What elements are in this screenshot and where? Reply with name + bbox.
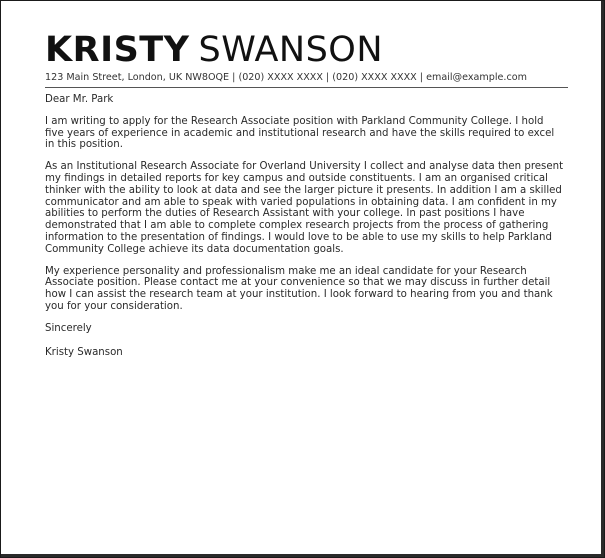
last-name: SWANSON [198, 30, 384, 70]
first-name: KRISTY [45, 30, 190, 70]
paragraph-closing: My experience personality and professionalism make me an ideal candidate for your Research Associate position. Please contact me at your convenience so that we may discuss in further detail how I can assist the research team at your institution. I look forward to hearing from you and thank you for your consideration. [45, 265, 553, 312]
paragraph-intro: I am writing to apply for the Research Associate position with Parkland Community College. I hold five years of experience in academic and institutional research and have the skills required to excel in this position. [45, 115, 555, 151]
applicant-name [45, 1, 564, 69]
salutation: Dear Mr. Park [45, 94, 114, 105]
paragraph-experience: As an Institutional Research Associate for Overland University I collect and analyse data then present my findings in detailed reports for key campus and outside constituents. I am an organised critical thinker with the ability to look at data and see the larger picture it presents. In addition I am a skilled communicator and am able to speak with varied populations in obtaining data. I am confident in my abilities to perform the duties of Research Assistant with your college. In past positions I have demonstrated that I am able to complete complex research projects from the process of gathering information to the presentation of findings. I would love to be able to use my skills to help Parkland Community College achieve its data documentation goals. [45, 161, 564, 255]
closing: Sincerely [45, 322, 92, 334]
header-divider [45, 87, 568, 88]
letter-body [45, 94, 564, 358]
contact-line: 123 Main Street, London, UK NW8OQE | (020) XXXX XXXX | (020) XXXX XXXX | email@example.com [45, 72, 527, 83]
signature-name: Kristy Swanson [45, 346, 123, 358]
